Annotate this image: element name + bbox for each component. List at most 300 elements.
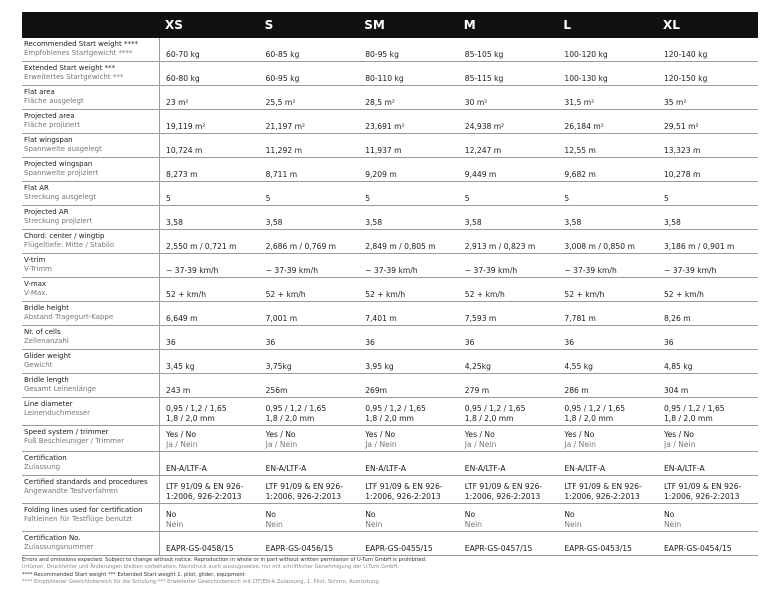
value-cell [459, 62, 559, 85]
cell-line: Yes / No [365, 430, 396, 439]
value-cell [459, 452, 559, 475]
cell-line: EAPR-GS-0458/15 [166, 543, 234, 553]
cell-line: LTF 91/09 & EN 926- [663, 482, 742, 491]
cell-line: 120-150 kg [663, 73, 708, 83]
size-header: XL [662, 18, 680, 32]
cell-line: 243 m [166, 385, 191, 395]
cell-line: No [663, 510, 675, 519]
cell-line: 1:2006, 926-2:2013 [663, 491, 740, 501]
row-label-en: Projected AR [24, 208, 69, 216]
cell-line: 3,58 [265, 217, 283, 227]
table-row [22, 38, 758, 62]
value-cell [459, 504, 559, 531]
value-cell [658, 158, 758, 181]
cell-line: 35 m² [663, 97, 687, 107]
cell-line: 7,001 m [265, 313, 298, 323]
cell-line: 9,682 m [564, 169, 596, 179]
value-cell [260, 38, 360, 61]
cell-line: 0,95 / 1,2 / 1,65 [365, 404, 426, 413]
cell-line: Ja / Nein [265, 439, 298, 449]
value-cell [558, 350, 658, 373]
value-cell [459, 86, 559, 109]
cell-line: 25,5 m² [265, 97, 296, 107]
row-label-de: Spannweite ausgelegt [24, 145, 102, 153]
cell-line: 36 [663, 337, 674, 347]
cell-line: Nein [464, 519, 483, 529]
cell-line: 60-70 kg [166, 49, 200, 59]
cell-line: 269m [365, 385, 388, 395]
cell-line: 5 [564, 193, 570, 203]
value-cell [558, 230, 658, 253]
row-label-en: Bridle height [24, 304, 69, 312]
value-cell [260, 326, 360, 349]
value-cell [558, 254, 658, 277]
cell-line: 256m [265, 385, 288, 395]
cell-line: 7,401 m [365, 313, 397, 323]
value-cell [260, 476, 360, 503]
value-cell [658, 398, 758, 425]
cell-line: 3,58 [365, 217, 383, 227]
cell-line: EAPR-GS-0454/15 [663, 543, 732, 553]
value-cell [260, 452, 360, 475]
value-cell [558, 158, 658, 181]
value-cell [260, 398, 360, 425]
disclaimer-de: Irrtümer, Druckfehler und Änderungen bleiben vorbehalten. Nachdruck auch auszugsweise, nur mit schriftlicher Genehmigung der U-Turn GmbH. [22, 564, 399, 571]
row-label-de: Leinenduchmesser [24, 409, 90, 417]
value-cell [558, 476, 658, 503]
row-label-de: Erweitertes Startgewicht *** [24, 73, 124, 81]
cell-line: EN-A/LTF-A [365, 463, 406, 473]
value-cell [558, 452, 658, 475]
value-cell [260, 134, 360, 157]
cell-line: Ja / Nein [564, 439, 596, 449]
value-cell [260, 110, 360, 133]
value-cell [160, 230, 260, 253]
cell-line: 1,8 / 2,0 mm [663, 413, 713, 423]
cell-line: Ja / Nein [166, 439, 198, 449]
cell-line: 3,58 [663, 217, 681, 227]
value-cell [459, 350, 559, 373]
value-cell [359, 158, 459, 181]
row-label [22, 476, 160, 503]
spec-sheet [22, 12, 758, 556]
cell-line: No [564, 510, 575, 519]
cell-line: 304 m [663, 385, 689, 395]
value-cell [260, 532, 360, 555]
cell-line: 8,711 m [265, 169, 298, 179]
value-cell [359, 86, 459, 109]
cell-line: 26,184 m² [564, 121, 604, 131]
value-cell [459, 374, 559, 397]
cell-line: 5 [365, 193, 371, 203]
table-row [22, 452, 758, 476]
value-cell [459, 476, 559, 503]
cell-line: 100-120 kg [564, 49, 608, 59]
cell-line: 60-80 kg [166, 73, 200, 83]
value-cell [160, 476, 260, 503]
row-label [22, 326, 160, 349]
cell-line: 0,95 / 1,2 / 1,65 [564, 404, 626, 413]
row-label-en: V-trim [24, 256, 46, 264]
value-cell [359, 452, 459, 475]
cell-line: 36 [365, 337, 375, 347]
cell-line: Ja / Nein [663, 439, 696, 449]
value-cell [658, 476, 758, 503]
value-cell [459, 326, 559, 349]
value-cell [359, 504, 459, 531]
value-cell [260, 182, 360, 205]
cell-line: 8,26 m [663, 313, 691, 323]
value-cell [260, 302, 360, 325]
cell-line: 279 m [464, 385, 490, 395]
row-label-de: Zulassung [24, 463, 61, 471]
cell-line: 36 [564, 337, 575, 347]
value-cell [260, 374, 360, 397]
value-cell [459, 230, 559, 253]
cell-line: ~ 37-39 km/h [265, 265, 319, 275]
table-row [22, 326, 758, 350]
cell-line: 100-130 kg [564, 73, 608, 83]
value-cell [359, 134, 459, 157]
value-cell [160, 350, 260, 373]
cell-line: 3,75kg [265, 361, 292, 371]
value-cell [558, 182, 658, 205]
cell-line: Nein [265, 519, 283, 529]
value-cell [459, 532, 559, 555]
cell-line: 4,55 kg [564, 361, 593, 371]
cell-line: 2,550 m / 0,721 m [166, 241, 237, 251]
cell-line: 85-115 kg [464, 73, 504, 83]
cell-line: Nein [663, 519, 682, 529]
row-label [22, 398, 160, 425]
cell-line: LTF 91/09 & EN 926- [265, 482, 343, 491]
row-label-en: Certification [24, 454, 67, 462]
cell-line: 5 [464, 193, 470, 203]
row-label-de: Zulassungsnummer [24, 543, 94, 551]
cell-line: ~ 37-39 km/h [564, 265, 617, 275]
row-label-en: Flat wingspan [24, 136, 73, 144]
value-cell [160, 206, 260, 229]
size-header: M [463, 18, 476, 32]
size-header: L [563, 18, 572, 32]
row-label-de: V-Max. [24, 289, 48, 297]
cell-line: 24,938 m² [464, 121, 505, 131]
value-cell [359, 110, 459, 133]
cell-line: 1:2006, 926-2:2013 [365, 491, 441, 501]
row-label-en: Extended Start weight *** [24, 64, 116, 72]
value-cell [658, 110, 758, 133]
value-cell [558, 302, 658, 325]
cell-line: EN-A/LTF-A [564, 463, 606, 473]
row-label-en: Certification No. [24, 534, 81, 542]
row-label-de: Streckung projiziert [24, 217, 93, 225]
value-cell [459, 182, 559, 205]
cell-line: No [265, 510, 276, 519]
row-label-de: Gesamt Leinenlänge [24, 385, 97, 393]
value-cell [658, 62, 758, 85]
value-cell [459, 110, 559, 133]
cell-line: 1,8 / 2,0 mm [365, 413, 414, 423]
row-label [22, 504, 160, 531]
value-cell [658, 302, 758, 325]
cell-line: 80-95 kg [365, 49, 399, 59]
value-cell [459, 158, 559, 181]
table-row [22, 230, 758, 254]
cell-line: 52 + km/h [265, 289, 306, 299]
row-label-de: Gewicht [24, 361, 53, 369]
row-label-de: Flügeltiefe: Mitte / Stabilo [24, 241, 115, 249]
cell-line: 36 [464, 337, 475, 347]
value-cell [160, 158, 260, 181]
weight-note-de: **** Empfohlener Gewichtsbereich für die Schulung *** Erweiterter Gewichtsbereich mit LTF/EN-A Zulassung, 1. Pilot, Schirm, Ausrüstung. [22, 579, 381, 586]
cell-line: 5 [265, 193, 271, 203]
cell-line: 4,25kg [464, 361, 491, 371]
cell-line: ~ 37-39 km/h [365, 265, 418, 275]
cell-line: 3,95 kg [365, 361, 394, 371]
value-cell [359, 398, 459, 425]
cell-line: ~ 37-39 km/h [464, 265, 518, 275]
cell-line: 1:2006, 926-2:2013 [464, 491, 541, 501]
value-cell [160, 302, 260, 325]
value-cell [558, 206, 658, 229]
value-cell [160, 62, 260, 85]
row-label-de: Empfohlenes Startgewicht **** [24, 49, 133, 57]
value-cell [160, 452, 260, 475]
row-label-de: Faltleinen für Testflüge benutzt [24, 515, 133, 523]
value-cell [558, 326, 658, 349]
row-label-en: Line diameter [24, 400, 73, 408]
row-label-en: Speed system / trimmer [24, 428, 109, 436]
value-cell [558, 532, 658, 555]
cell-line: Ja / Nein [365, 439, 397, 449]
value-cell [359, 254, 459, 277]
value-cell [359, 302, 459, 325]
row-label [22, 86, 160, 109]
row-label [22, 38, 160, 61]
cell-line: 7,593 m [464, 313, 497, 323]
cell-line: 0,95 / 1,2 / 1,65 [265, 404, 327, 413]
cell-line: 2,849 m / 0,805 m [365, 241, 436, 251]
table-row [22, 182, 758, 206]
value-cell [558, 38, 658, 61]
value-cell [558, 504, 658, 531]
table-row [22, 426, 758, 452]
value-cell [558, 86, 658, 109]
row-label-en: Bridle length [24, 376, 69, 384]
value-cell [260, 350, 360, 373]
value-cell [658, 254, 758, 277]
row-label [22, 62, 160, 85]
value-cell [658, 426, 758, 451]
value-cell [658, 452, 758, 475]
row-label-en: Certified standards and procedures [24, 478, 148, 486]
value-cell [459, 134, 559, 157]
row-label [22, 278, 160, 301]
cell-line: 3,186 m / 0,901 m [663, 241, 735, 251]
value-cell [558, 134, 658, 157]
cell-line: 4,85 kg [663, 361, 693, 371]
value-cell [160, 86, 260, 109]
row-label-de: Angewandte Testverfahren [24, 487, 118, 495]
cell-line: 23 m² [166, 97, 189, 107]
value-cell [359, 350, 459, 373]
value-cell [160, 426, 260, 451]
cell-line: No [166, 510, 177, 519]
cell-line: Yes / No [564, 430, 595, 439]
value-cell [260, 278, 360, 301]
value-cell [558, 398, 658, 425]
value-cell [658, 532, 758, 555]
value-cell [359, 206, 459, 229]
value-cell [459, 278, 559, 301]
value-cell [359, 532, 459, 555]
cell-line: 52 + km/h [166, 289, 207, 299]
cell-line: 11,292 m [265, 145, 302, 155]
size-header: S [264, 18, 274, 32]
value-cell [160, 182, 260, 205]
value-cell [658, 206, 758, 229]
value-cell [658, 86, 758, 109]
spec-table-body [22, 38, 758, 556]
table-row [22, 350, 758, 374]
cell-line: 60-85 kg [265, 49, 300, 59]
value-cell [260, 158, 360, 181]
cell-line: 120-140 kg [663, 49, 708, 59]
cell-line: 3,58 [166, 217, 183, 227]
cell-line: 10,724 m [166, 145, 203, 155]
value-cell [260, 62, 360, 85]
cell-line: 30 m² [464, 97, 488, 107]
cell-line: 19,119 m² [166, 121, 206, 131]
value-cell [658, 504, 758, 531]
value-cell [160, 532, 260, 555]
cell-line: 8,273 m [166, 169, 198, 179]
cell-line: LTF 91/09 & EN 926- [464, 482, 543, 491]
value-cell [260, 504, 360, 531]
value-cell [160, 278, 260, 301]
row-label-de: Fuß Beschleuniger / Trimmer [24, 437, 125, 445]
table-row [22, 398, 758, 426]
row-label-de: Fläche ausgelegt [24, 97, 84, 105]
cell-line: Nein [564, 519, 582, 529]
value-cell [359, 38, 459, 61]
table-header [22, 12, 758, 38]
cell-line: Yes / No [464, 430, 495, 439]
cell-line: ~ 37-39 km/h [663, 265, 717, 275]
value-cell [658, 230, 758, 253]
cell-line: 0,95 / 1,2 / 1,65 [464, 404, 526, 413]
value-cell [359, 62, 459, 85]
cell-line: LTF 91/09 & EN 926- [365, 482, 443, 491]
cell-line: EAPR-GS-0453/15 [564, 543, 632, 553]
cell-line: Yes / No [166, 430, 196, 439]
cell-line: 80-110 kg [365, 73, 404, 83]
value-cell [160, 38, 260, 61]
cell-line: No [365, 510, 376, 519]
cell-line: 1,8 / 2,0 mm [464, 413, 514, 423]
row-label [22, 182, 160, 205]
table-row [22, 254, 758, 278]
value-cell [658, 326, 758, 349]
table-row [22, 62, 758, 86]
cell-line: 1,8 / 2,0 mm [265, 413, 315, 423]
cell-line: 1,8 / 2,0 mm [166, 413, 215, 423]
value-cell [260, 230, 360, 253]
cell-line: Nein [365, 519, 383, 529]
cell-line: Ja / Nein [464, 439, 497, 449]
row-label-de: Streckung ausgelegt [24, 193, 97, 201]
row-label [22, 206, 160, 229]
row-label-en: Projected area [24, 112, 75, 120]
cell-line: 0,95 / 1,2 / 1,65 [663, 404, 725, 413]
table-row [22, 110, 758, 134]
cell-line: EN-A/LTF-A [265, 463, 307, 473]
row-label [22, 426, 160, 451]
value-cell [359, 182, 459, 205]
table-row [22, 206, 758, 230]
cell-line: 21,197 m² [265, 121, 306, 131]
cell-line: EAPR-GS-0457/15 [464, 543, 533, 553]
value-cell [160, 504, 260, 531]
value-cell [160, 374, 260, 397]
disclaimer-en: Errors and omissions expected. Subject to change without notice. Reproduction in whole or in part without written permission of U-Turn GmbH is prohibited. [22, 557, 427, 563]
cell-line: 3,58 [564, 217, 582, 227]
size-header: SM [364, 18, 385, 32]
cell-line: EAPR-GS-0455/15 [365, 543, 433, 553]
row-label [22, 452, 160, 475]
row-label-en: Flat AR [24, 184, 49, 192]
cell-line: 1,8 / 2,0 mm [564, 413, 614, 423]
table-row [22, 532, 758, 556]
cell-line: 28,5 m² [365, 97, 395, 107]
row-label-de: Zellenanzahl [24, 337, 69, 345]
value-cell [359, 476, 459, 503]
cell-line: 36 [265, 337, 276, 347]
cell-line: 9,209 m [365, 169, 397, 179]
cell-line: 12,55 m [564, 145, 596, 155]
cell-line: 9,449 m [464, 169, 497, 179]
cell-line: 3,45 kg [166, 361, 195, 371]
value-cell [160, 134, 260, 157]
cell-line: 52 + km/h [464, 289, 505, 299]
cell-line: Yes / No [265, 430, 296, 439]
value-cell [658, 374, 758, 397]
value-cell [459, 426, 559, 451]
value-cell [260, 206, 360, 229]
cell-line: 2,913 m / 0,823 m [464, 241, 536, 251]
cell-line: 29,51 m² [663, 121, 699, 131]
cell-line: 52 + km/h [564, 289, 605, 299]
row-label [22, 134, 160, 157]
row-label [22, 110, 160, 133]
footer-notes [22, 557, 758, 587]
value-cell [260, 86, 360, 109]
cell-line: 286 m [564, 385, 589, 395]
cell-line: LTF 91/09 & EN 926- [166, 482, 244, 491]
value-cell [558, 62, 658, 85]
row-label [22, 158, 160, 181]
value-cell [359, 326, 459, 349]
row-label-de: Spannweite projiziert [24, 169, 99, 177]
table-row [22, 302, 758, 326]
value-cell [359, 374, 459, 397]
row-label-en: Flat area [24, 88, 55, 96]
value-cell [658, 278, 758, 301]
table-row [22, 476, 758, 504]
cell-line: 52 + km/h [365, 289, 406, 299]
row-label-de: Abstand Tragegurt-Kappe [24, 313, 114, 321]
cell-line: 60-95 kg [265, 73, 300, 83]
